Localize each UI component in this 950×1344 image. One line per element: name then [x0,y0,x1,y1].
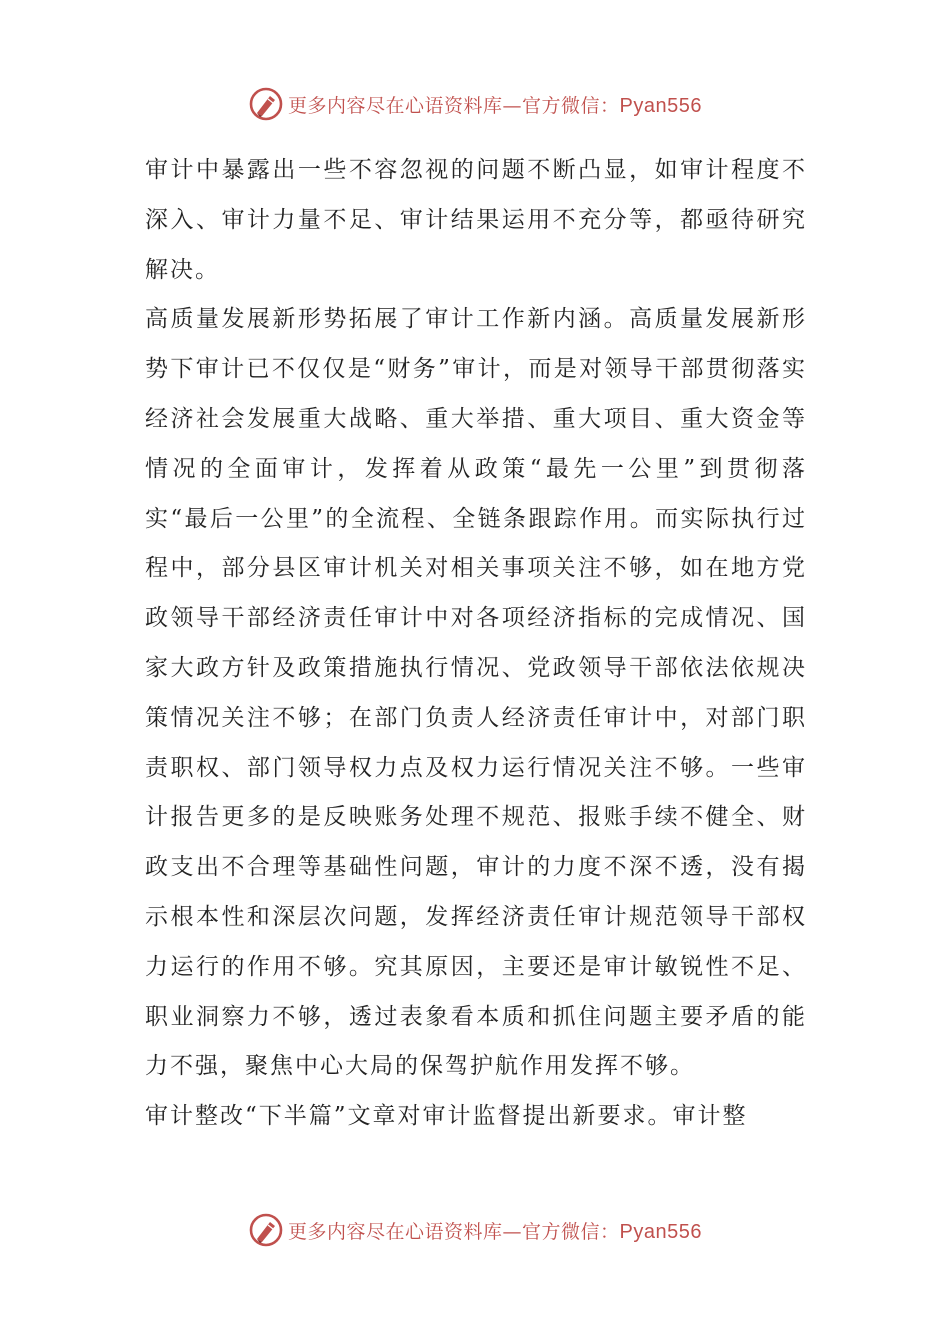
footer-prefix: 更多内容尽在心语资料库—官方微信： [288,1220,620,1243]
paragraph-2: 高质量发展新形势拓展了审计工作新内涵。高质量发展新形势下审计已不仅仅是“财务”审计，而是对领导干部贯彻落实经济社会发展重大战略、重大举措、重大项目、重大资金等情况的全面审计，发挥着从政策“最先一公里”到贯彻落实“最后一公里”的全流程、全链条跟踪作用。而实际执行过程中，部分县区审计机关对相关事项关注不够，如在地方党政领导干部经济责任审计中对各项经济指标的完成情况、国家大政方针及政策措施执行情况、党政领导干部依法依规决策情况关注不够；在部门负责人经济责任审计中，对部门职责职权、部门领导权力点及权力运行情况关注不够。一些审计报告更多的是反映账务处理不规范、报账手续不健全、财政支出不合理等基础性问题，审计的力度不深不透，没有揭示根本性和深层次问题，发挥经济责任审计规范领导干部权力运行的作用不够。究其原因，主要还是审计敏锐性不足、职业洞察力不够，透过表象看本质和抓住问题主要矛盾的能力不强，聚焦中心大局的保驾护航作用发挥不够。 [145,306,807,1080]
header-banner [0,84,950,124]
header-banner-text [288,91,702,118]
pen-logo-icon [248,1212,284,1248]
header-wechat-id: Pyan556 [619,94,702,117]
pen-logo-icon [248,86,284,122]
document-body [145,146,807,1142]
header-prefix: 更多内容尽在心语资料库—官方微信： [288,94,620,117]
footer-banner [0,1210,950,1250]
footer-wechat-id: Pyan556 [619,1220,702,1243]
footer-banner-text [288,1217,702,1244]
paragraph-3: 审计整改“下半篇”文章对审计监督提出新要求。审计整 [145,1103,748,1130]
paragraph-1: 审计中暴露出一些不容忽视的问题不断凸显，如审计程度不深入、审计力量不足、审计结果运用不充分等，都亟待研究解决。 [145,157,807,283]
